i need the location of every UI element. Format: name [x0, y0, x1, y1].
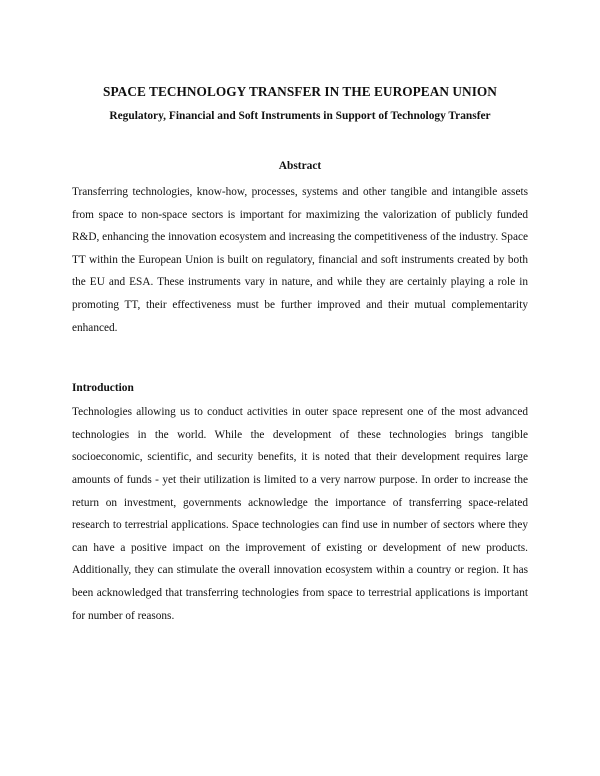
paper-title: SPACE TECHNOLOGY TRANSFER IN THE EUROPEAN UNION: [103, 84, 497, 99]
abstract-paragraph: Transferring technologies, know-how, processes, systems and other tangible and intangible assets from space to non-space sectors is important for maximizing the valorization of publicly funded R&D, enhancing the innovation ecosystem and increasing the competitiveness of the industry. Space TT within the European Union is built on regulatory, financial and soft instruments created by both the EU and ESA. These instruments vary in nature, and while they are certainly playing a role in promoting TT, their effectiveness must be further improved and their mutual complementarity enhanced.: [72, 186, 528, 334]
paper-subtitle: Regulatory, Financial and Soft Instruments in Support of Technology Transfer: [109, 110, 491, 122]
abstract-section: [72, 158, 528, 339]
introduction-section: [72, 380, 528, 627]
introduction-paragraph: Technologies allowing us to conduct activities in outer space represent one of the most advanced technologies in the world. While the development of these technologies brings tangible socioeconomic, scientific, and security benefits, it is noted that their development requires large amounts of funds - yet their utilization is limited to a very narrow purpose. In order to increase the return on investment, governments acknowledge the importance of transferring space-related research to terrestrial applications. Space technologies can find use in number of sectors where they can have a positive impact on the improvement of existing or development of new products. Additionally, they can stimulate the overall innovation ecosystem within a country or region. It has been acknowledged that transferring technologies from space to terrestrial applications is important for number of reasons.: [72, 406, 528, 622]
introduction-heading: Introduction: [72, 382, 134, 395]
abstract-heading: Abstract: [278, 160, 322, 172]
